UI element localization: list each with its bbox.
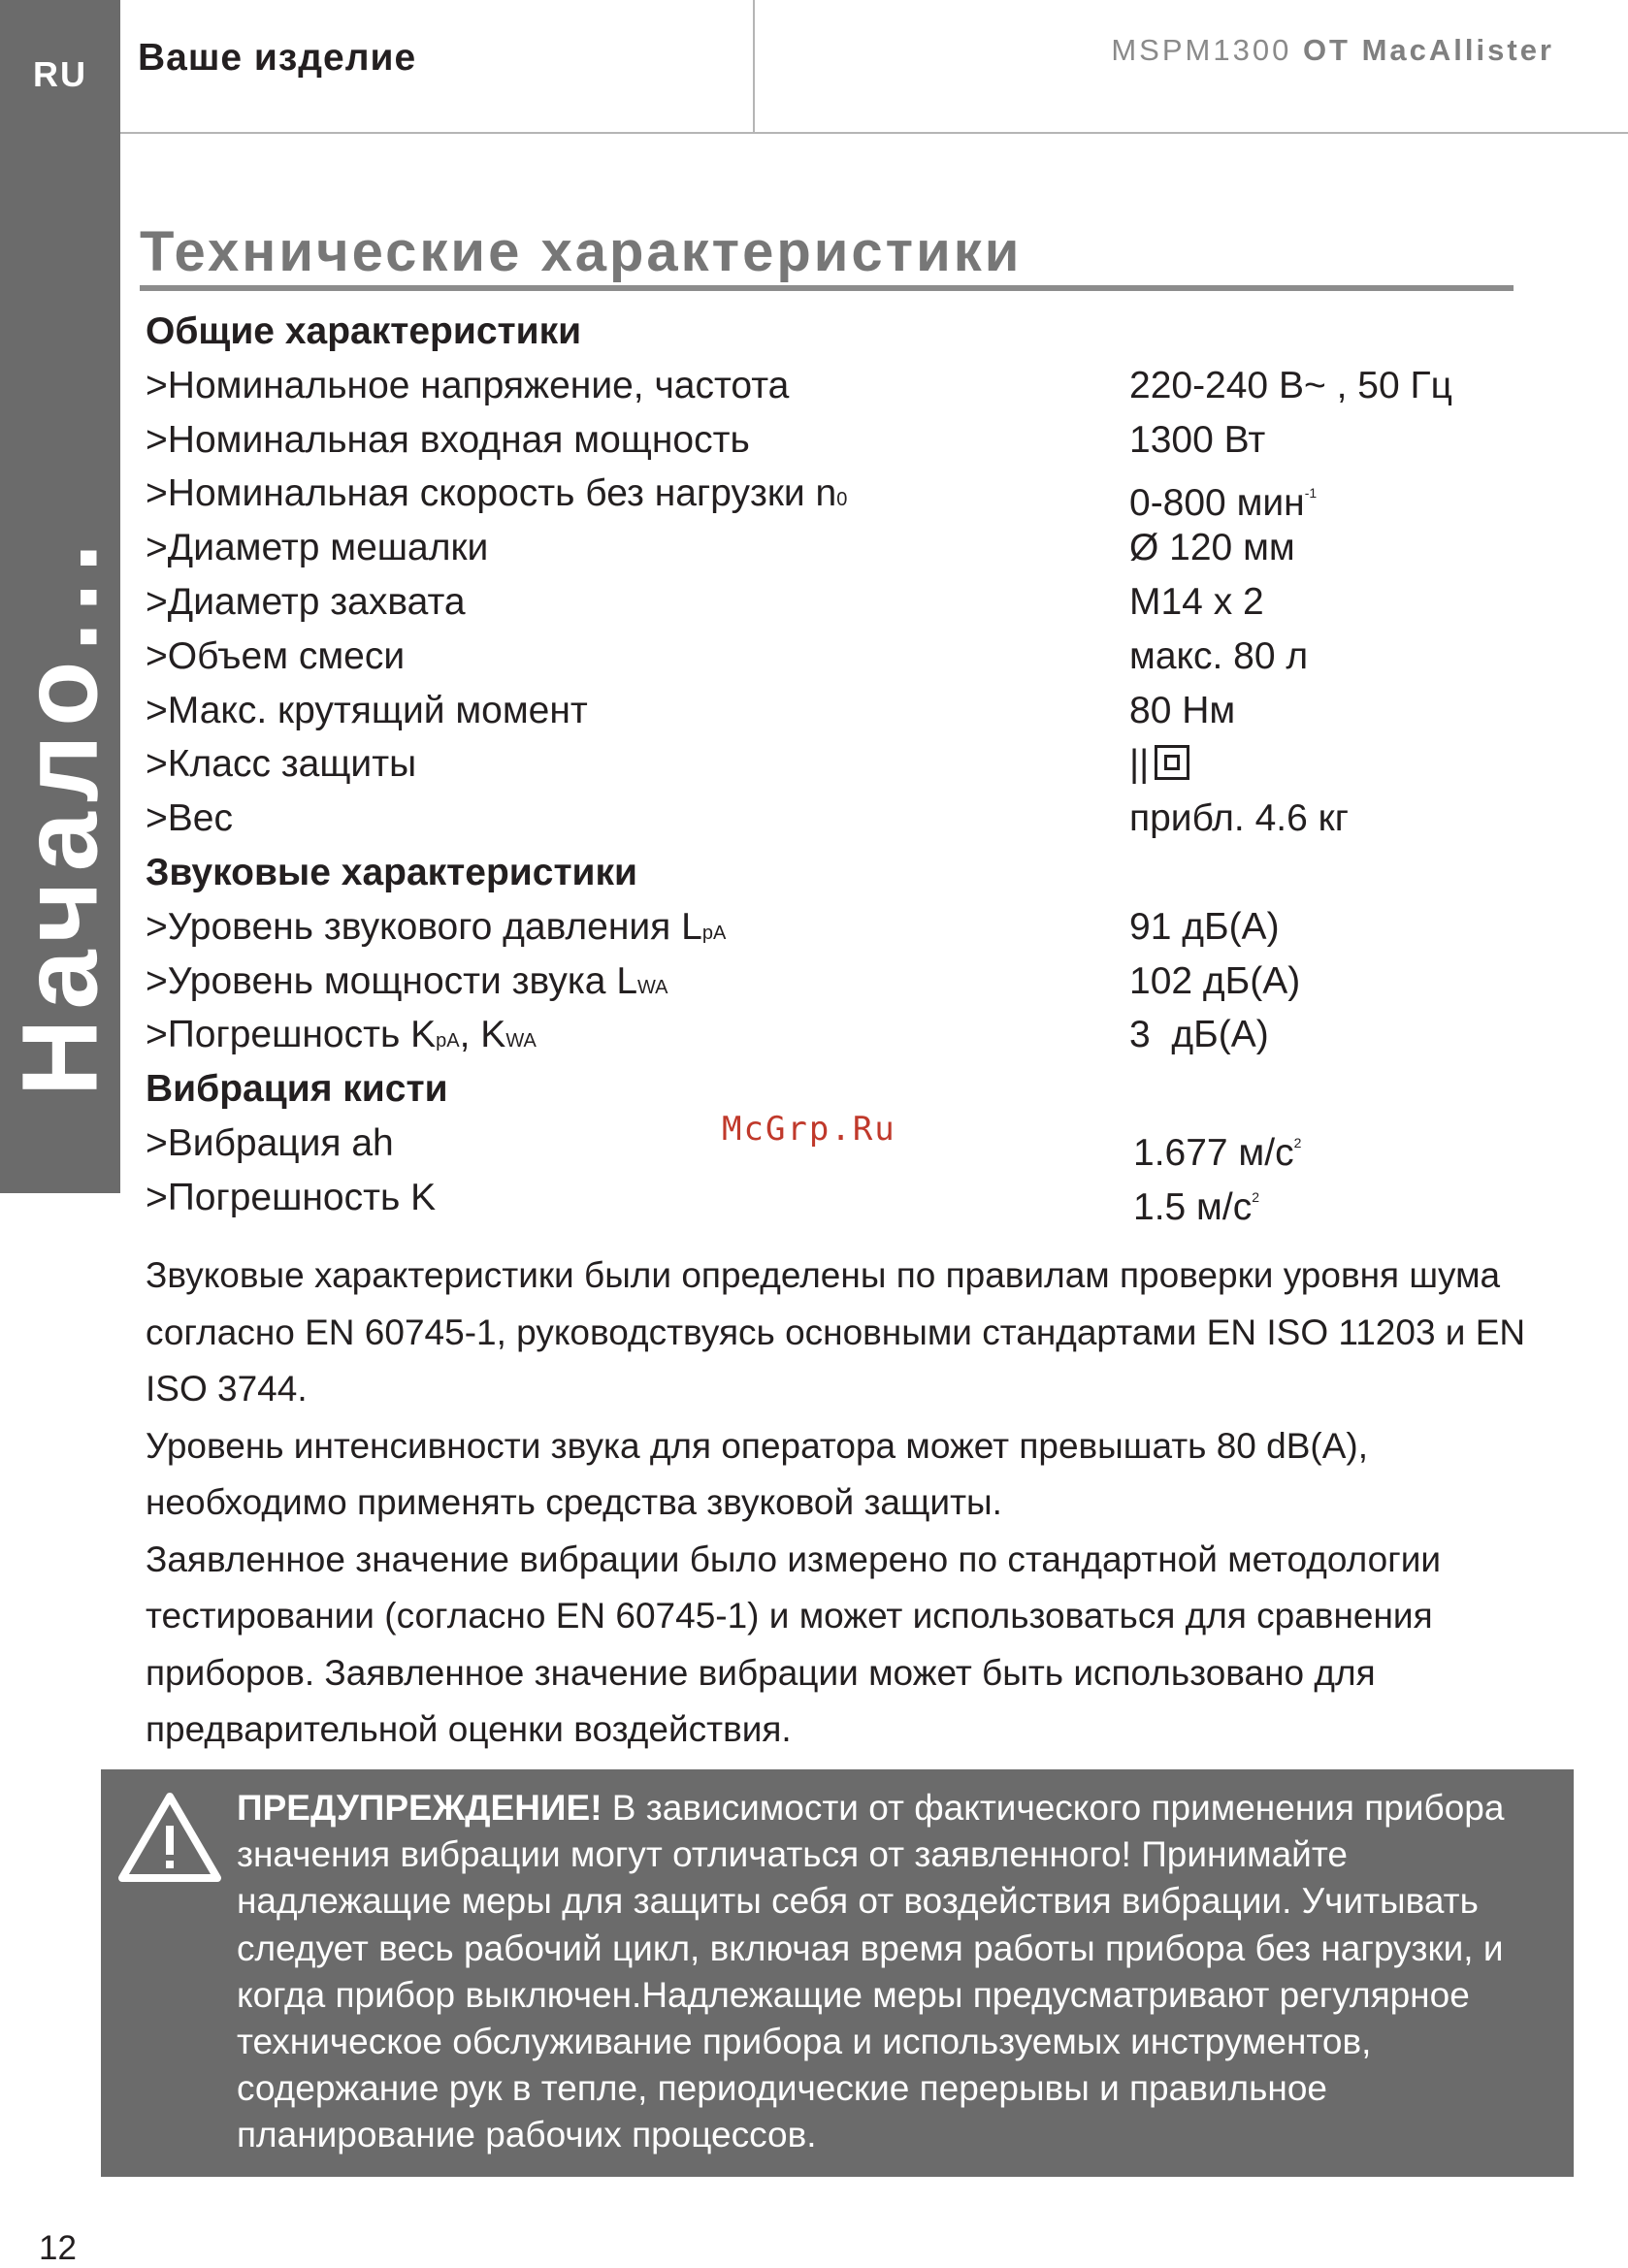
spec-label: >Вес	[146, 797, 233, 840]
value-text: 0-800 мин	[1129, 482, 1305, 525]
header-divider-horizontal	[120, 132, 1628, 134]
spec-row-vibration-k	[146, 1171, 1504, 1228]
body-text	[146, 1247, 1572, 1759]
spec-row-weight	[146, 792, 1504, 846]
value-text: ||	[1129, 743, 1150, 786]
label-text: , K	[459, 1014, 506, 1056]
spec-value: 220-240 В~ , 50 Гц	[1129, 364, 1452, 406]
group-title: Вибрация кисти	[146, 1068, 448, 1111]
spec-value: макс. 80 л	[1129, 634, 1309, 677]
spec-label: >Вибрация ah	[146, 1121, 394, 1164]
value-text: 1.5 м/с	[1133, 1185, 1253, 1228]
spec-value: прибл. 4.6 кг	[1129, 797, 1349, 840]
value-superscript: 2	[1252, 1188, 1259, 1205]
sidebar-tab	[0, 0, 120, 1193]
group-title: Звуковые характеристики	[146, 851, 638, 893]
spec-row-power	[146, 413, 1504, 468]
value-superscript: -1	[1304, 485, 1318, 502]
spec-value: Ø 120 мм	[1129, 527, 1295, 569]
spec-row-volume	[146, 630, 1504, 684]
spec-row-chuck	[146, 575, 1504, 630]
spec-value: 80 Нм	[1129, 689, 1236, 731]
spec-value: 102 дБ(A)	[1129, 959, 1301, 1002]
spec-table	[146, 305, 1504, 1228]
language-label: RU	[33, 54, 87, 94]
spec-row-protection	[146, 737, 1504, 792]
spec-group-general	[146, 305, 1504, 359]
spec-label: >Диаметр захвата	[146, 580, 466, 623]
paragraph: Уровень интенсивности звука для оператора может превышать 80 dB(A), необходимо применять средства звуковой защиты.	[146, 1425, 1369, 1522]
spec-group-vibration	[146, 1062, 1504, 1117]
spec-row-paddle	[146, 521, 1504, 575]
spec-label: >Объем смеси	[146, 634, 406, 677]
label-subscript: WA	[505, 1030, 537, 1053]
model-number: MSPM1300	[1111, 33, 1292, 67]
value-text: 1.677 м/с	[1133, 1131, 1294, 1174]
warning-triangle-icon	[116, 1789, 223, 1886]
spec-label	[146, 900, 726, 961]
spec-value	[1129, 737, 1189, 792]
spec-row-speed	[146, 467, 1504, 525]
spec-group-sound	[146, 846, 1504, 900]
label-subscript: pA	[436, 1030, 460, 1053]
group-title: Общие характеристики	[146, 310, 582, 352]
spec-label	[146, 467, 847, 528]
spec-label: >Макс. крутящий момент	[146, 689, 588, 731]
value-superscript: 2	[1293, 1134, 1302, 1150]
label-subscript: WA	[637, 976, 668, 998]
spec-label: >Номинальное напряжение, частота	[146, 364, 790, 406]
spec-row-torque	[146, 684, 1504, 738]
spec-value: 91 дБ(A)	[1129, 905, 1280, 948]
label-text: >Погрешность K	[146, 1014, 437, 1056]
brand-name: OT MacAllister	[1302, 33, 1554, 67]
warning-body: В зависимости от фактического применения прибора значения вибрации могут отличаться от заявленного! Принимайте надлежащие меры для защиты себя от воздействия вибрации. Учитывать следует весь рабочий цикл, включая время работы прибора без нагрузки, и когда прибор выключен.Надлежащие меры предусматривают регулярное техническое обслуживание прибора и используемых инструментов, содержание рук в тепле, периодические перерывы и правильное планирование рабочих процессов.	[237, 1788, 1505, 2155]
header-model	[1111, 33, 1554, 68]
spec-value: M14 x 2	[1129, 580, 1264, 623]
section-title: Технические характеристики	[140, 220, 1023, 283]
section-side-label: Начало...	[0, 533, 120, 1097]
header-divider-vertical	[753, 0, 755, 132]
spec-row-k-sound	[146, 1008, 1504, 1062]
spec-label	[146, 955, 668, 1016]
page-header-title: Ваше изделие	[138, 37, 417, 79]
warning-text	[237, 1785, 1566, 2159]
spec-value: 3 дБ(A)	[1129, 1014, 1269, 1056]
spec-value	[1133, 1171, 1259, 1235]
spec-row-voltage	[146, 359, 1504, 413]
label-text: >Уровень мощности звука L	[146, 959, 638, 1002]
spec-label: >Диаметр мешалки	[146, 527, 489, 569]
spec-label: >Номинальная входная мощность	[146, 418, 750, 461]
spec-row-lwa	[146, 955, 1504, 1009]
label-text: >Уровень звукового давления L	[146, 905, 702, 948]
spec-value: 1300 Вт	[1129, 418, 1266, 461]
paragraph: Звуковые характеристики были определены по правилам проверки уровня шума согласно EN 60745-1, руководствуясь основными стандартами EN ISO 11203 и EN ISO 3744.	[146, 1255, 1526, 1409]
spec-row-lpa	[146, 900, 1504, 955]
paragraph: Заявленное значение вибрации было измерено по стандартной методологии тестировании (согласно EN 60745-1) и может использоваться для сравнения приборов. Заявленное значение вибрации может быть использовано для предварительной оценки воздействия.	[146, 1539, 1442, 1749]
label-subscript: 0	[836, 489, 848, 511]
section-rule	[140, 285, 1514, 291]
warning-box	[101, 1769, 1574, 2177]
spec-label	[146, 1008, 537, 1069]
page-number: 12	[39, 2229, 77, 2267]
spec-label: >Погрешность K	[146, 1176, 437, 1218]
warning-title: ПРЕДУПРЕЖДЕНИЕ!	[237, 1788, 602, 1828]
label-text: >Номинальная скорость без нагрузки n	[146, 472, 837, 515]
double-insulation-icon	[1155, 745, 1189, 780]
watermark-text: McGrp.Ru	[722, 1110, 896, 1149]
spec-label: >Класс защиты	[146, 743, 417, 786]
label-subscript: pA	[701, 922, 727, 944]
